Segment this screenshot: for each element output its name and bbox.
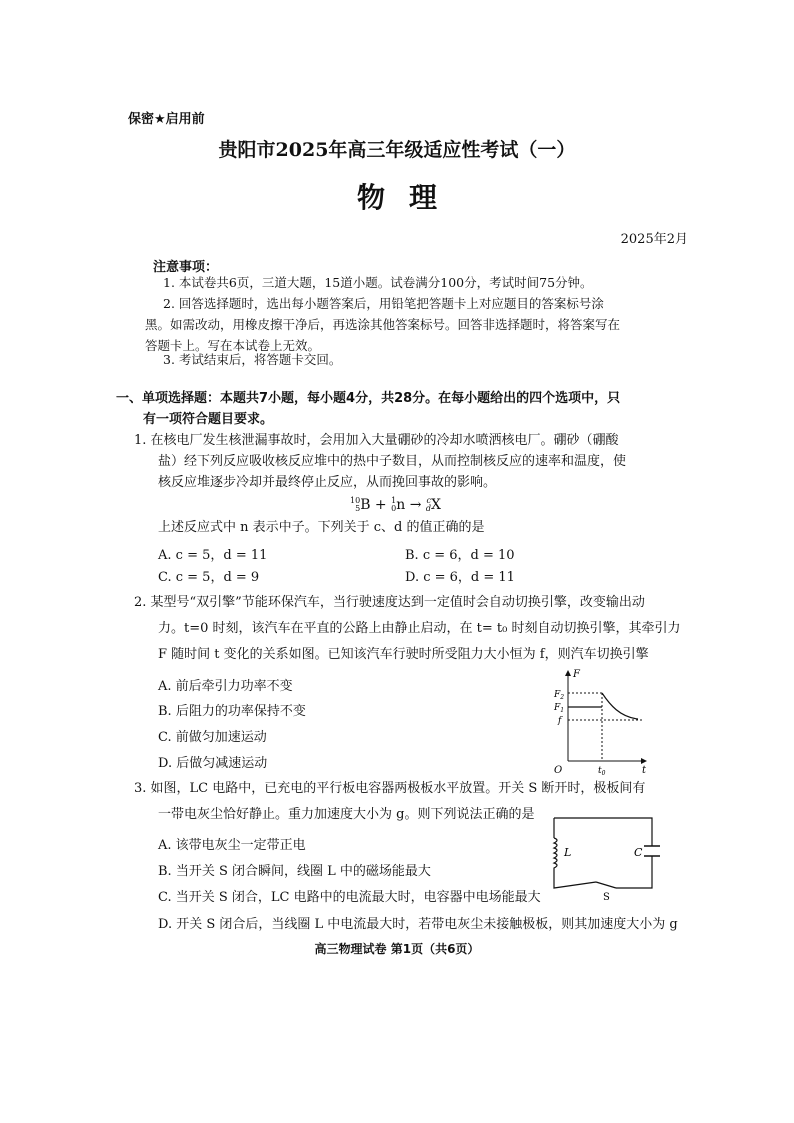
n-symbol: n: [396, 497, 406, 513]
y-axis-label: F: [573, 669, 580, 680]
q2-line-1: 2. 某型号“双引擎”节能环保汽车，当行驶速度达到一定值时会自动切换引擎，改变输出动: [134, 595, 645, 610]
q1-line-2: 盐）经下列反应吸收核反应堆中的热中子数目，从而控制核反应的速率和温度，使: [158, 454, 627, 469]
inductor-coil: [554, 838, 557, 870]
switch-label: S: [603, 892, 610, 902]
confidential-label: 保密★启用前: [128, 112, 205, 127]
notice-item-2: 2. 回答选择题时，选出每小题答案后，用铅笔把答题卡上对应题目的答案标号涂: [163, 296, 604, 311]
q2-option-b: B. 后阻力的功率保持不变: [158, 704, 306, 719]
exam-date: 2025年2月: [620, 232, 688, 247]
section-heading: [116, 388, 620, 430]
q3-option-c: C. 当开关 S 闭合，LC 电路中的电流最大时，电容器中电场能最大: [158, 890, 541, 905]
q1-question: 上述反应式中 n 表示中子。下列关于 c、d 的值正确的是: [158, 520, 485, 535]
x-axis-label: t: [642, 765, 647, 776]
q2-line-2: 力。t=0 时刻，该汽车在平直的公路上由静止启动，在 t= t₀ 时刻自动切换引擎，其牵引力: [158, 621, 681, 636]
section-heading-line2: 有一项符合题目要求。: [143, 412, 274, 427]
page-footer: 高三物理试卷 第1页（共6页）: [314, 942, 480, 956]
origin-label: O: [554, 765, 563, 776]
x-mass-number: c: [426, 496, 432, 505]
f-label: f: [558, 716, 562, 726]
nuclear-equation: [350, 497, 441, 513]
q1-line-1: 1. 在核电厂发生核泄漏事故时，会用加入大量硼砂的冷却水喷洒核电厂。硼砂（硼酸: [134, 433, 619, 448]
arrow-sign: →: [405, 497, 426, 513]
q2-option-c: C. 前做匀加速运动: [158, 730, 267, 745]
b-mass-number: 10: [350, 496, 361, 505]
b-charge-number: 5: [355, 504, 361, 513]
subject-title: 物理: [356, 181, 461, 214]
b-symbol: B: [360, 497, 371, 513]
notice-item-2-cont2: 答题卡上。写在本试卷上无效。: [145, 338, 321, 353]
plus-sign: +: [370, 497, 392, 513]
exam-title: 贵阳市2025年高三年级适应性考试（一）: [218, 139, 576, 161]
t0-label: $t_0$: [598, 766, 606, 777]
notice-item-2-cont: 黑。如需改动，用橡皮擦干净后，再选涂其他答案标号。回答非选择题时，将答案写在: [145, 317, 621, 332]
force-curve: [602, 693, 638, 719]
q2-line-3: F 随时间 t 变化的关系如图。已知该汽车行驶时所受阻力大小恒为 f，则汽车切换引擎: [158, 647, 649, 662]
q3-option-d: D. 开关 S 闭合后，当线圈 L 中电流最大时，若带电灰尘未接触极板，则其加速度大小为 g: [158, 917, 678, 932]
switch-blade: [596, 882, 616, 888]
section-heading-line1: 一、单项选择题：本题共7小题，每小题4分，共28分。在每小题给出的四个选项中，只: [116, 391, 621, 406]
x-charge-number: d: [425, 504, 432, 513]
q1-option-c: C. c = 5，d = 9: [158, 570, 260, 585]
q3-option-a: A. 该带电灰尘一定带正电: [158, 838, 306, 853]
q3-line-1: 3. 如图，LC 电路中，已充电的平行板电容器两极板水平放置。开关 S 断开时，极板间有: [134, 781, 646, 796]
f1-label: $F_1$: [554, 703, 565, 714]
inductor-label: L: [564, 846, 572, 859]
q1-option-a: A. c = 5，d = 11: [158, 548, 268, 563]
q2-option-a: A. 前后牵引力功率不变: [158, 679, 293, 694]
notice-item-3: 3. 考试结束后，将答题卡交回。: [163, 352, 342, 367]
n-charge-number: 0: [391, 504, 397, 513]
f2-label: $F_2$: [554, 690, 565, 701]
q1-option-b: B. c = 6，d = 10: [405, 548, 515, 563]
q2-option-d: D. 后做匀减速运动: [158, 756, 268, 771]
notice-title: 注意事项：: [153, 260, 219, 275]
q3-option-b: B. 当开关 S 闭合瞬间，线圈 L 中的磁场能最大: [158, 864, 431, 879]
force-time-graph: [550, 665, 650, 777]
n-mass-number: 1: [391, 496, 397, 505]
q1-option-d: D. c = 6，d = 11: [405, 570, 515, 585]
x-symbol: X: [431, 497, 441, 513]
capacitor-label: C: [634, 846, 643, 859]
q3-line-2: 一带电灰尘恰好静止。重力加速度大小为 g。则下列说法正确的是: [158, 807, 535, 822]
q1-line-3: 核反应堆逐步冷却并最终停止反应，从而挽回事故的影响。: [158, 475, 497, 490]
notice-item-1: 1. 本试卷共6页，三道大题，15道小题。试卷满分100分，考试时间75分钟。: [163, 275, 593, 290]
lc-circuit-diagram: [540, 810, 668, 902]
